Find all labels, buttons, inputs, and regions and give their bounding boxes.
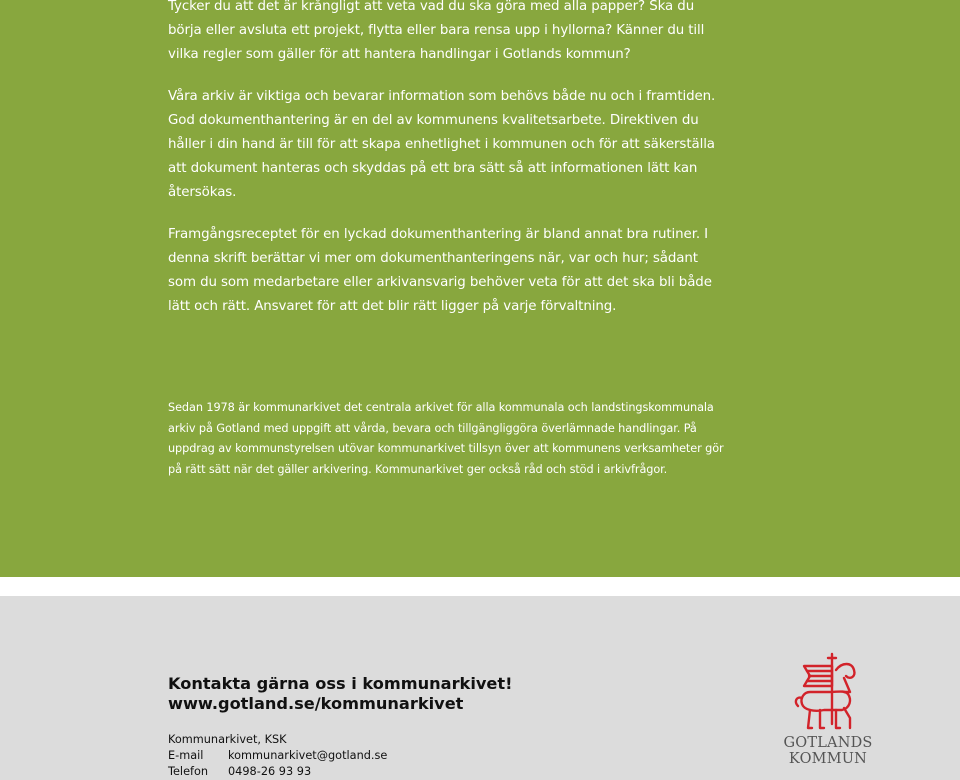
email-label: E-mail [168, 749, 204, 762]
logo-text-kommun: KOMMUN [788, 751, 868, 767]
divider-strip [0, 577, 960, 596]
phone-number: 0498-26 93 93 [228, 765, 312, 778]
about-paragraph: Sedan 1978 är kommunarkivet det centrala arkivet för alla kommunala och landstingskommunala arkiv på Gotland med uppgift att vårda, bevara och tillgängliggöra överlämnade handlingar. På uppdrag av kommunstyrelsen utövar kommunarkivet tillsyn över att kommunens verksamheter gör på rätt sätt när det gäller arkivering. Kommunarkivet ger också råd och stöd i arkivfrågor. [168, 401, 724, 476]
intro-paragraph-2: Våra arkiv är viktiga och bevarar information som behövs både nu och i framtiden. God dokumenthantering är en del av kommunens kvalitetsarbete. Direktiven du håller i din hand är till för att skapa enhetlighet i kommunen och för att säkerställa att dokument hanteras och skyddas på ett bra sätt så att informationen lätt kan återsökas. [168, 89, 716, 200]
contact-email-row [168, 748, 513, 764]
intro-paragraph-1: Tycker du att det är krångligt att veta vad du ska göra med alla papper? Ska du börja eller avsluta ett projekt, flytta eller bara rensa upp i hyllorna? Känner du till vilka regler som gäller för att hantera handlingar i Gotlands kommun? [168, 0, 705, 62]
intro-text [168, 0, 728, 337]
contact-phone-row [168, 764, 513, 780]
contact-heading: Kontakta gärna oss i kommunarkivet! [168, 674, 513, 693]
contact-footer [0, 596, 960, 778]
phone-label: Telefon [168, 765, 209, 778]
logo-text-gotlands: GOTLANDS [783, 735, 873, 751]
contact-block [168, 674, 513, 780]
gotlands-kommun-logo [780, 652, 876, 770]
contact-website-link[interactable]: www.gotland.se/kommunarkivet [168, 694, 464, 713]
about-archive [168, 398, 728, 480]
email-link[interactable]: kommunarkivet@gotland.se [228, 749, 388, 762]
contact-details [168, 732, 513, 780]
contact-org: Kommunarkivet, KSK [168, 733, 287, 746]
intro-paragraph-3: Framgångsreceptet för en lyckad dokumenthantering är bland annat bra rutiner. I denna skrift berättar vi mer om dokumenthanteringens när, var och hur; sådant som du som medarbetare eller arkivansvarig behöver veta för att det ska bli både lätt och rätt. Ansvaret för att det blir rätt ligger på varje förvaltning. [168, 227, 712, 314]
gotland-ram-icon [780, 652, 876, 738]
